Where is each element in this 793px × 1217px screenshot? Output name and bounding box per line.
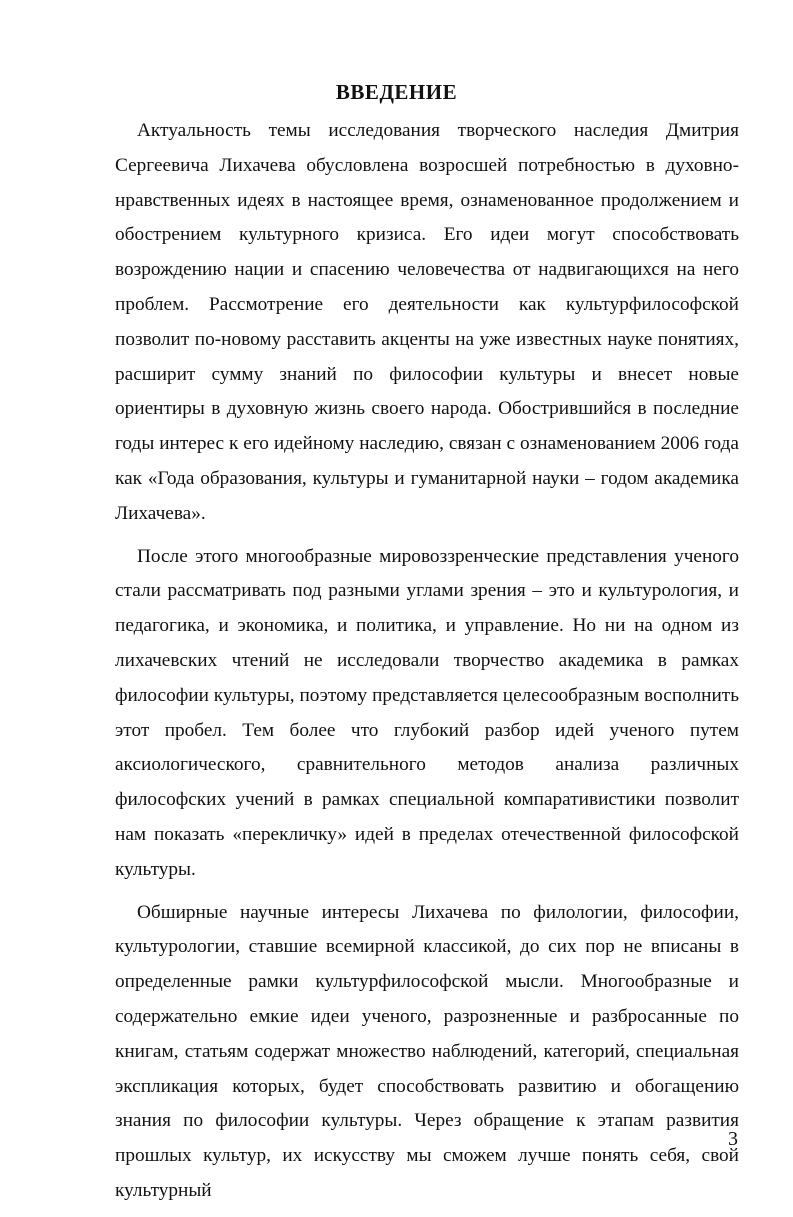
page-title: ВВЕДЕНИЕ: [335, 80, 458, 104]
paragraph-1: Актуальность темы исследования творческого наследия Дмитрия Сергеевича Лихачева обусловлена возросшей потребностью в духовно-нравственных идеях в настоящее время, ознаменованное продолжением и обострением культурного кризиса. Его идеи могут способствовать возрождению нации и спасению человечества от надвигающихся на него проблем. Рассмотрение его деятельности как культурфилософской позволит по-новому расставить акценты на уже известных науке понятиях, расширит сумму знаний по философии культуры и внесет новые ориентиры в духовную жизнь своего народа. Обострившийся в последние годы интерес к его идейному наследию, связан с ознаменованием 2006 года как «Года образования, культуры и гуманитарной науки – годом академика Лихачева».: [115, 120, 739, 524]
body-text: [115, 114, 739, 1217]
page-number: 3: [728, 1128, 738, 1150]
paragraph-3: Обширные научные интересы Лихачева по филологии, философии, культурологии, ставшие всемирной классикой, до сих пор не вписаны в определенные рамки культурфилософской мысли. Многообразные и содержательно емкие идеи ученого, разрозненные и разбросанные по книгам, статьям содержат множество наблюдений, категорий, специальная экспликация которых, будет способствовать развитию и обогащению знания по философии культуры. Через обращение к этапам развития прошлых культур, их искусству мы сможем лучше понять себя, свой культурный: [115, 901, 739, 1201]
paragraph-2: После этого многообразные мировоззренческие представления ученого стали рассматривать под разными углами зрения – это и культурология, и педагогика, и экономика, и политика, и управление. Но ни на одном из лихачевских чтений не исследовали творчество академика в рамках философии культуры, поэтому представляется целесообразным восполнить этот пробел. Тем более что глубокий разбор идей ученого путем аксиологического, сравнительного методов анализа различных философских учений в рамках специальной компаративистики позволит нам показать «перекличку» идей в пределах отечественной философской культуры.: [115, 545, 739, 880]
